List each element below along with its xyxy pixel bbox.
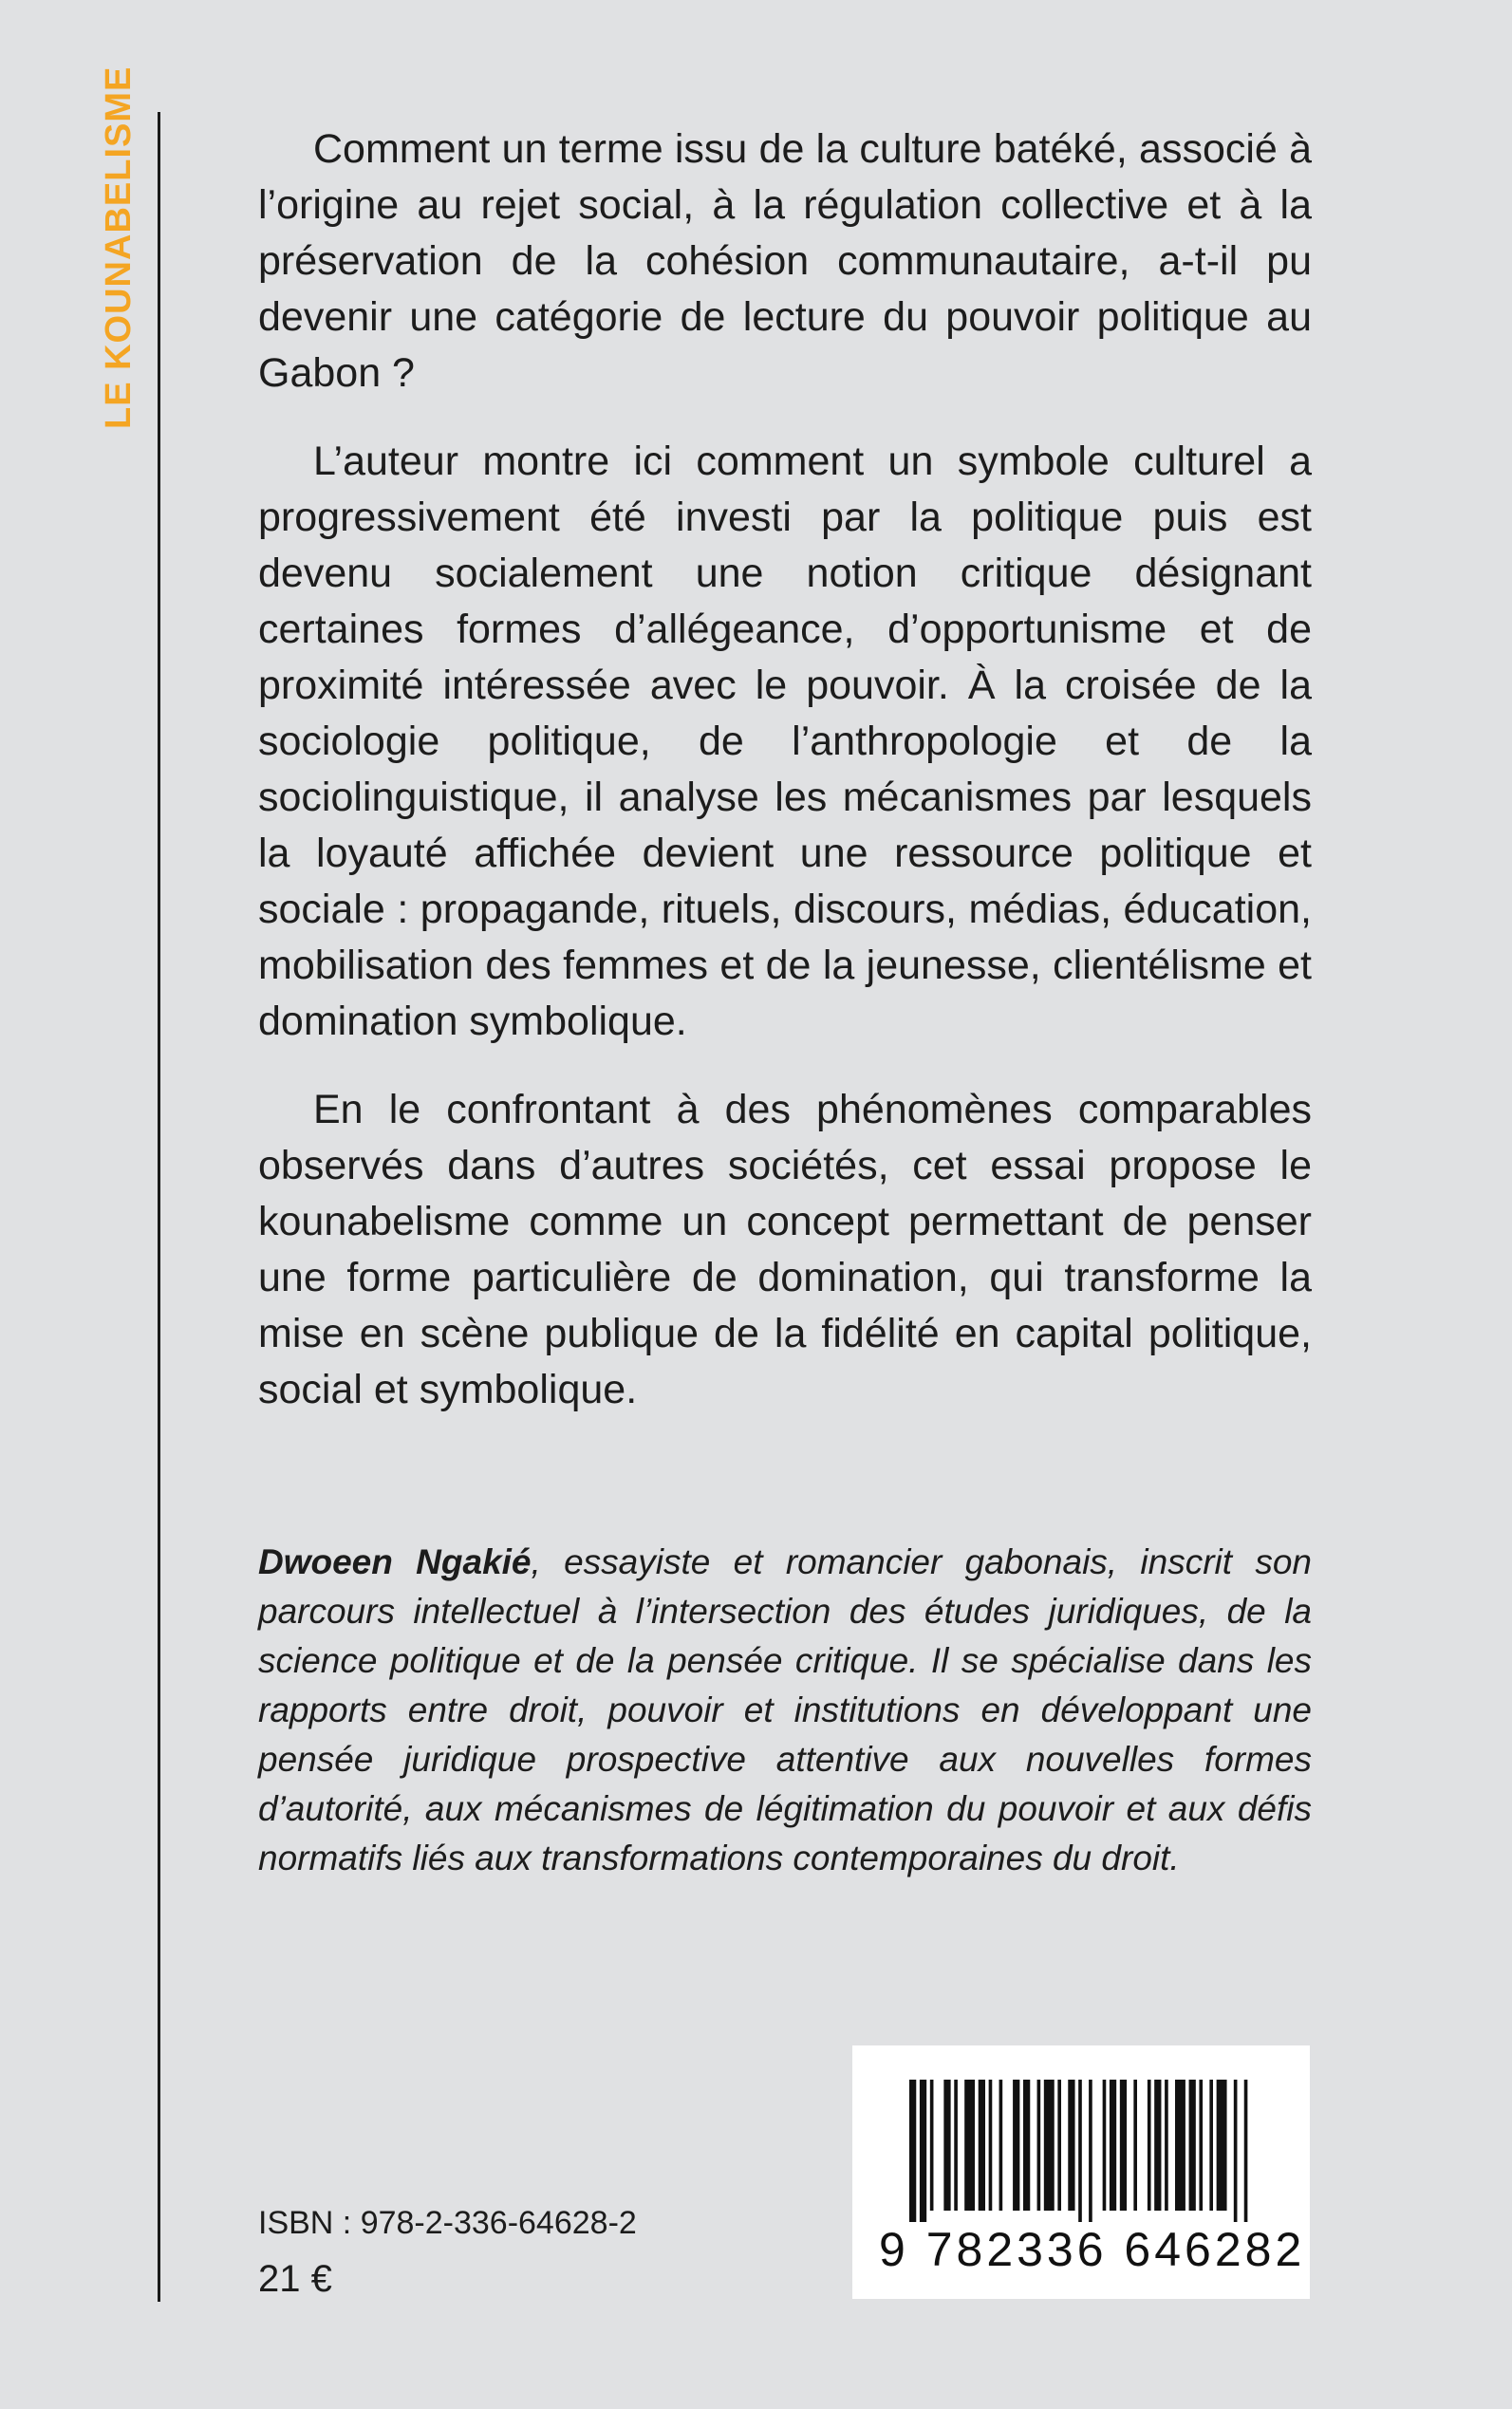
barcode-bar <box>1044 2080 1055 2211</box>
barcode-bar <box>1244 2080 1248 2222</box>
barcode-bar <box>1148 2080 1151 2211</box>
barcode-bar <box>989 2080 993 2211</box>
barcode-bar <box>1037 2080 1041 2211</box>
barcode-bar <box>954 2080 958 2211</box>
barcode-bar <box>1120 2080 1127 2211</box>
back-cover-blurb <box>258 121 1312 1450</box>
barcode-bar <box>979 2080 985 2211</box>
spine-title: LE KOUNABELISME <box>99 65 139 429</box>
blurb-paragraph-1: Comment un terme issu de la culture batéké, associé à l’origine au rejet social, à la régulation collective et à la préservation de la cohésion communautaire, a-t-il pu devenir une catégorie de lecture du pouvoir politique au Gabon ? <box>258 126 1312 396</box>
price: 21 € <box>258 2258 332 2300</box>
barcode-bar <box>1234 2080 1238 2222</box>
barcode-bar <box>909 2080 916 2222</box>
isbn: ISBN : 978-2-336-64628-2 <box>258 2205 637 2241</box>
barcode-bar <box>964 2080 975 2211</box>
author-name: Dwoeen Ngakié <box>258 1542 532 1581</box>
barcode-bar <box>1068 2080 1074 2211</box>
barcode-bar <box>1089 2080 1092 2222</box>
barcode <box>852 2045 1310 2299</box>
barcode-bar <box>920 2080 926 2222</box>
barcode-bar <box>1217 2080 1227 2211</box>
barcode-bar <box>1078 2080 1082 2222</box>
barcode-bar <box>1013 2080 1019 2211</box>
barcode-bar <box>1110 2080 1116 2211</box>
barcode-bar <box>930 2080 934 2211</box>
barcode-bar <box>999 2080 1003 2211</box>
barcode-bar <box>1154 2080 1161 2211</box>
barcode-bar <box>1175 2080 1185 2211</box>
barcode-bar <box>943 2080 950 2211</box>
barcode-bar <box>1209 2080 1213 2211</box>
barcode-digits: 9 782336 646282 <box>879 2223 1306 2276</box>
barcode-bars-icon <box>909 2080 1251 2222</box>
blurb-paragraph-3: En le confrontant à des phénomènes comparables observés dans d’autres sociétés, cet essai propose le kounabelisme comme un concept permettant de penser une forme particulière de domination, qui transforme la mise en scène publique de la fidélité en capital politique, social et symbolique. <box>258 1087 1312 1412</box>
spine-divider <box>158 112 160 2302</box>
author-bio-text: , essayiste et romancier gabonais, inscrit son parcours intellectuel à l’intersection des études juridiques, de la science politique et de la pensée critique. Il se spécialise dans les rapports entre droit, pouvoir et institutions en développant une pensée juridique prospective attentive aux nouvelles formes d’autorité, aux mécanismes de légitimation du pouvoir et aux défis normatifs liés aux transformations contemporaines du droit. <box>258 1542 1312 1877</box>
barcode-bar <box>1103 2080 1107 2211</box>
blurb-paragraph-2: L’auteur montre ici comment un symbole culturel a progressivement été investi par la politique puis est devenu socialement une notion critique désignant certaines formes d’allégeance, d’opportunisme et de proximité intéressée avec le pouvoir. À la croisée de la sociologie politique, de l’anthropologie et de la sociolinguistique, il analyse les mécanismes par lesquels la loyauté affichée devient une ressource politique et sociale : propagande, rituels, discours, médias, éducation, mobilisation des femmes et de la jeunesse, clientélisme et domination symbolique. <box>258 439 1312 1044</box>
barcode-bar <box>1133 2080 1137 2211</box>
barcode-bar <box>1023 2080 1030 2211</box>
author-bio <box>258 1538 1312 1883</box>
barcode-bar <box>1057 2080 1061 2211</box>
barcode-bar <box>1199 2080 1203 2211</box>
barcode-bar <box>1165 2080 1168 2211</box>
barcode-bar <box>1189 2080 1196 2211</box>
